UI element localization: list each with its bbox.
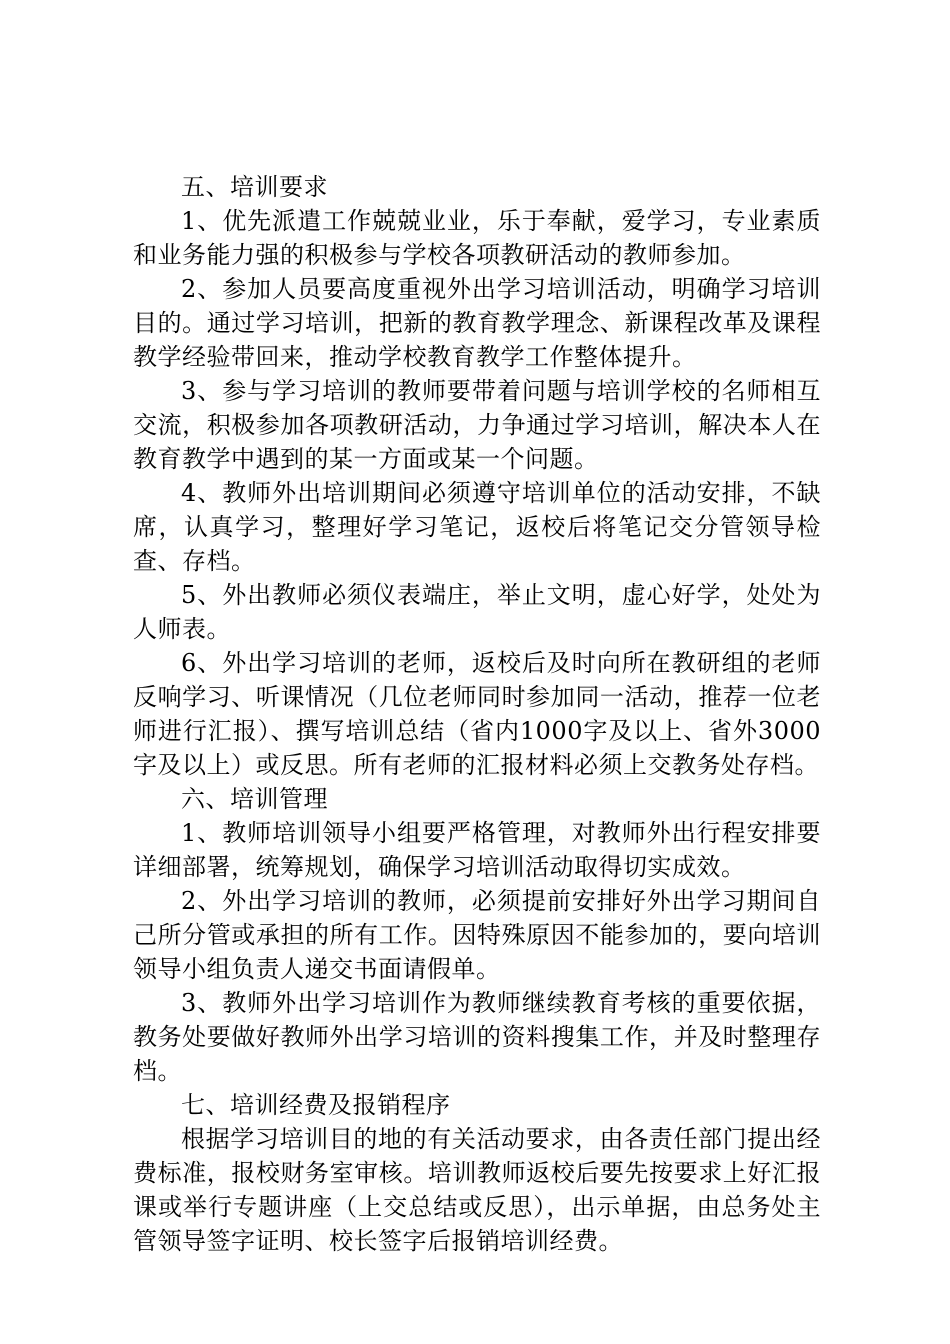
section-heading-training-funds: 七、培训经费及报销程序 (181, 1091, 451, 1119)
paragraph: 2、参加人员要高度重视外出学习培训活动，明确学习培训目的。通过学习培训，把新的教育教学理念、新课程改革及课程教学经验带回来，推动学校教育教学工作整体提升。 (133, 275, 821, 371)
paragraph: 4、教师外出培训期间必须遵守培训单位的活动安排，不缺席，认真学习，整理好学习笔记，返校后将笔记交分管领导检查、存档。 (133, 479, 821, 575)
paragraph: 2、外出学习培训的教师，必须提前安排好外出学习期间自己所分管或承担的所有工作。因特殊原因不能参加的，要向培训领导小组负责人递交书面请假单。 (133, 887, 821, 983)
paragraph: 3、教师外出学习培训作为教师继续教育考核的重要依据，教务处要做好教师外出学习培训的资料搜集工作，并及时整理存档。 (133, 989, 821, 1085)
paragraph: 6、外出学习培训的老师，返校后及时向所在教研组的老师反响学习、听课情况（几位老师同时参加同一活动，推荐一位老师进行汇报）、撰写培训总结（省内1000字及以上、省外3000字及以上）或反思。所有老师的汇报材料必须上交教务处存档。 (133, 649, 821, 779)
paragraph: 5、外出教师必须仪表端庄，举止文明，虚心好学，处处为人师表。 (133, 581, 821, 643)
paragraph: 根据学习培训目的地的有关活动要求，由各责任部门提出经费标准，报校财务室审核。培训教师返校后要先按要求上好汇报课或举行专题讲座（上交总结或反思），出示单据，由总务处主管领导签字证明、校长签字后报销培训经费。 (133, 1125, 821, 1255)
section-heading-training-requirements: 五、培训要求 (181, 173, 328, 201)
paragraph: 1、教师培训领导小组要严格管理，对教师外出行程安排要详细部署，统筹规划，确保学习培训活动取得切实成效。 (133, 819, 821, 881)
paragraph: 3、参与学习培训的教师要带着问题与培训学校的名师相互交流，积极参加各项教研活动，力争通过学习培训，解决本人在教育教学中遇到的某一方面或某一个问题。 (133, 377, 821, 473)
section-heading-training-management: 六、培训管理 (181, 785, 328, 813)
document-page (133, 170, 821, 1258)
paragraph: 1、优先派遣工作兢兢业业，乐于奉献，爱学习，专业素质和业务能力强的积极参与学校各项教研活动的教师参加。 (133, 207, 821, 269)
